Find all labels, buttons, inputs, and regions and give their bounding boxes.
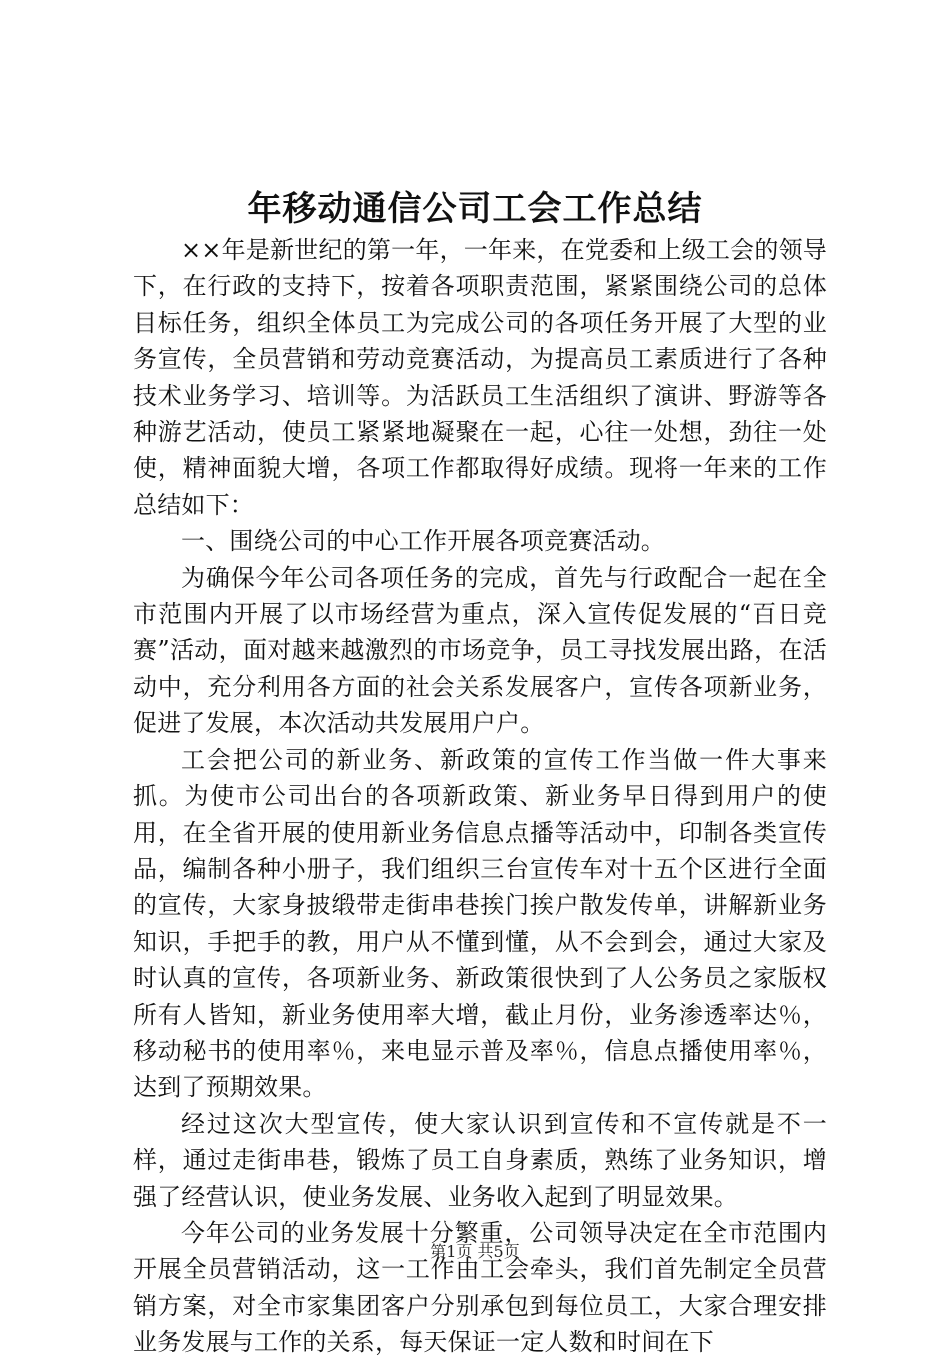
paragraph-marketing: 今年公司的业务发展十分繁重，公司领导决定在全市范围内开展全员营销活动，这一工作由工会牵头，我们首先制定全员营销方案，对全市家集团客户分别承包到每位员工，大家合理安排业务发展与工作的关系，每天保证一定人数和时间在下 (133, 1218, 827, 1357)
page-number-footer: 第1页 共5页 (430, 1242, 520, 1261)
paragraph-competition: 为确保今年公司各项任务的完成，首先与行政配合一起在全市范围内开展了以市场经营为重点，深入宣传促发展的“百日竞赛”活动，面对越来越激烈的市场竞争，员工寻找发展出路，在活动中，充分利用各方面的社会关系发展客户，宣传各项新业务，促进了发展，本次活动共发展用户户。 (133, 563, 827, 738)
paragraph-effect: 经过这次大型宣传，使大家认识到宣传和不宣传就是不一样，通过走街串巷，锻炼了员工自身素质，熟练了业务知识，增强了经营认识，使业务发展、业务收入起到了明显效果。 (133, 1109, 827, 1211)
section-heading-1: 一、围绕公司的中心工作开展各项竞赛活动。 (181, 527, 665, 556)
paragraph-intro: ××年是新世纪的第一年，一年来，在党委和上级工会的领导下，在行政的支持下，按着各项职责范围，紧紧围绕公司的总体目标任务，组织全体员工为完成公司的各项任务开展了大型的业务宣传，全员营销和劳动竞赛活动，为提高员工素质进行了各种技术业务学习、培训等。为活跃员工生活组织了演讲、野游等各种游艺活动，使员工紧紧地凝聚在一起，心往一处想，劲往一处使，精神面貌大增，各项工作都取得好成绩。现将一年来的工作总结如下： (133, 236, 827, 519)
document-body (133, 232, 827, 1361)
paragraph-promotion: 工会把公司的新业务、新政策的宣传工作当做一件大事来抓。为使市公司出台的各项新政策、新业务早日得到用户的使用，在全省开展的使用新业务信息点播等活动中，印制各类宣传品，编制各种小册子，我们组织三台宣传车对十五个区进行全面的宣传，大家身披缎带走街串巷挨门挨户散发传单，讲解新业务知识，手把手的教，用户从不懂到懂，从不会到会，通过大家及时认真的宣传，各项新业务、新政策很快到了人公务员之家版权所有人皆知，新业务使用率大增，截止月份，业务渗透率达％，移动秘书的使用率％，来电显示普及率％，信息点播使用率％，达到了预期效果。 (133, 745, 827, 1102)
document-title: 年移动通信公司工会工作总结 (247, 189, 703, 229)
